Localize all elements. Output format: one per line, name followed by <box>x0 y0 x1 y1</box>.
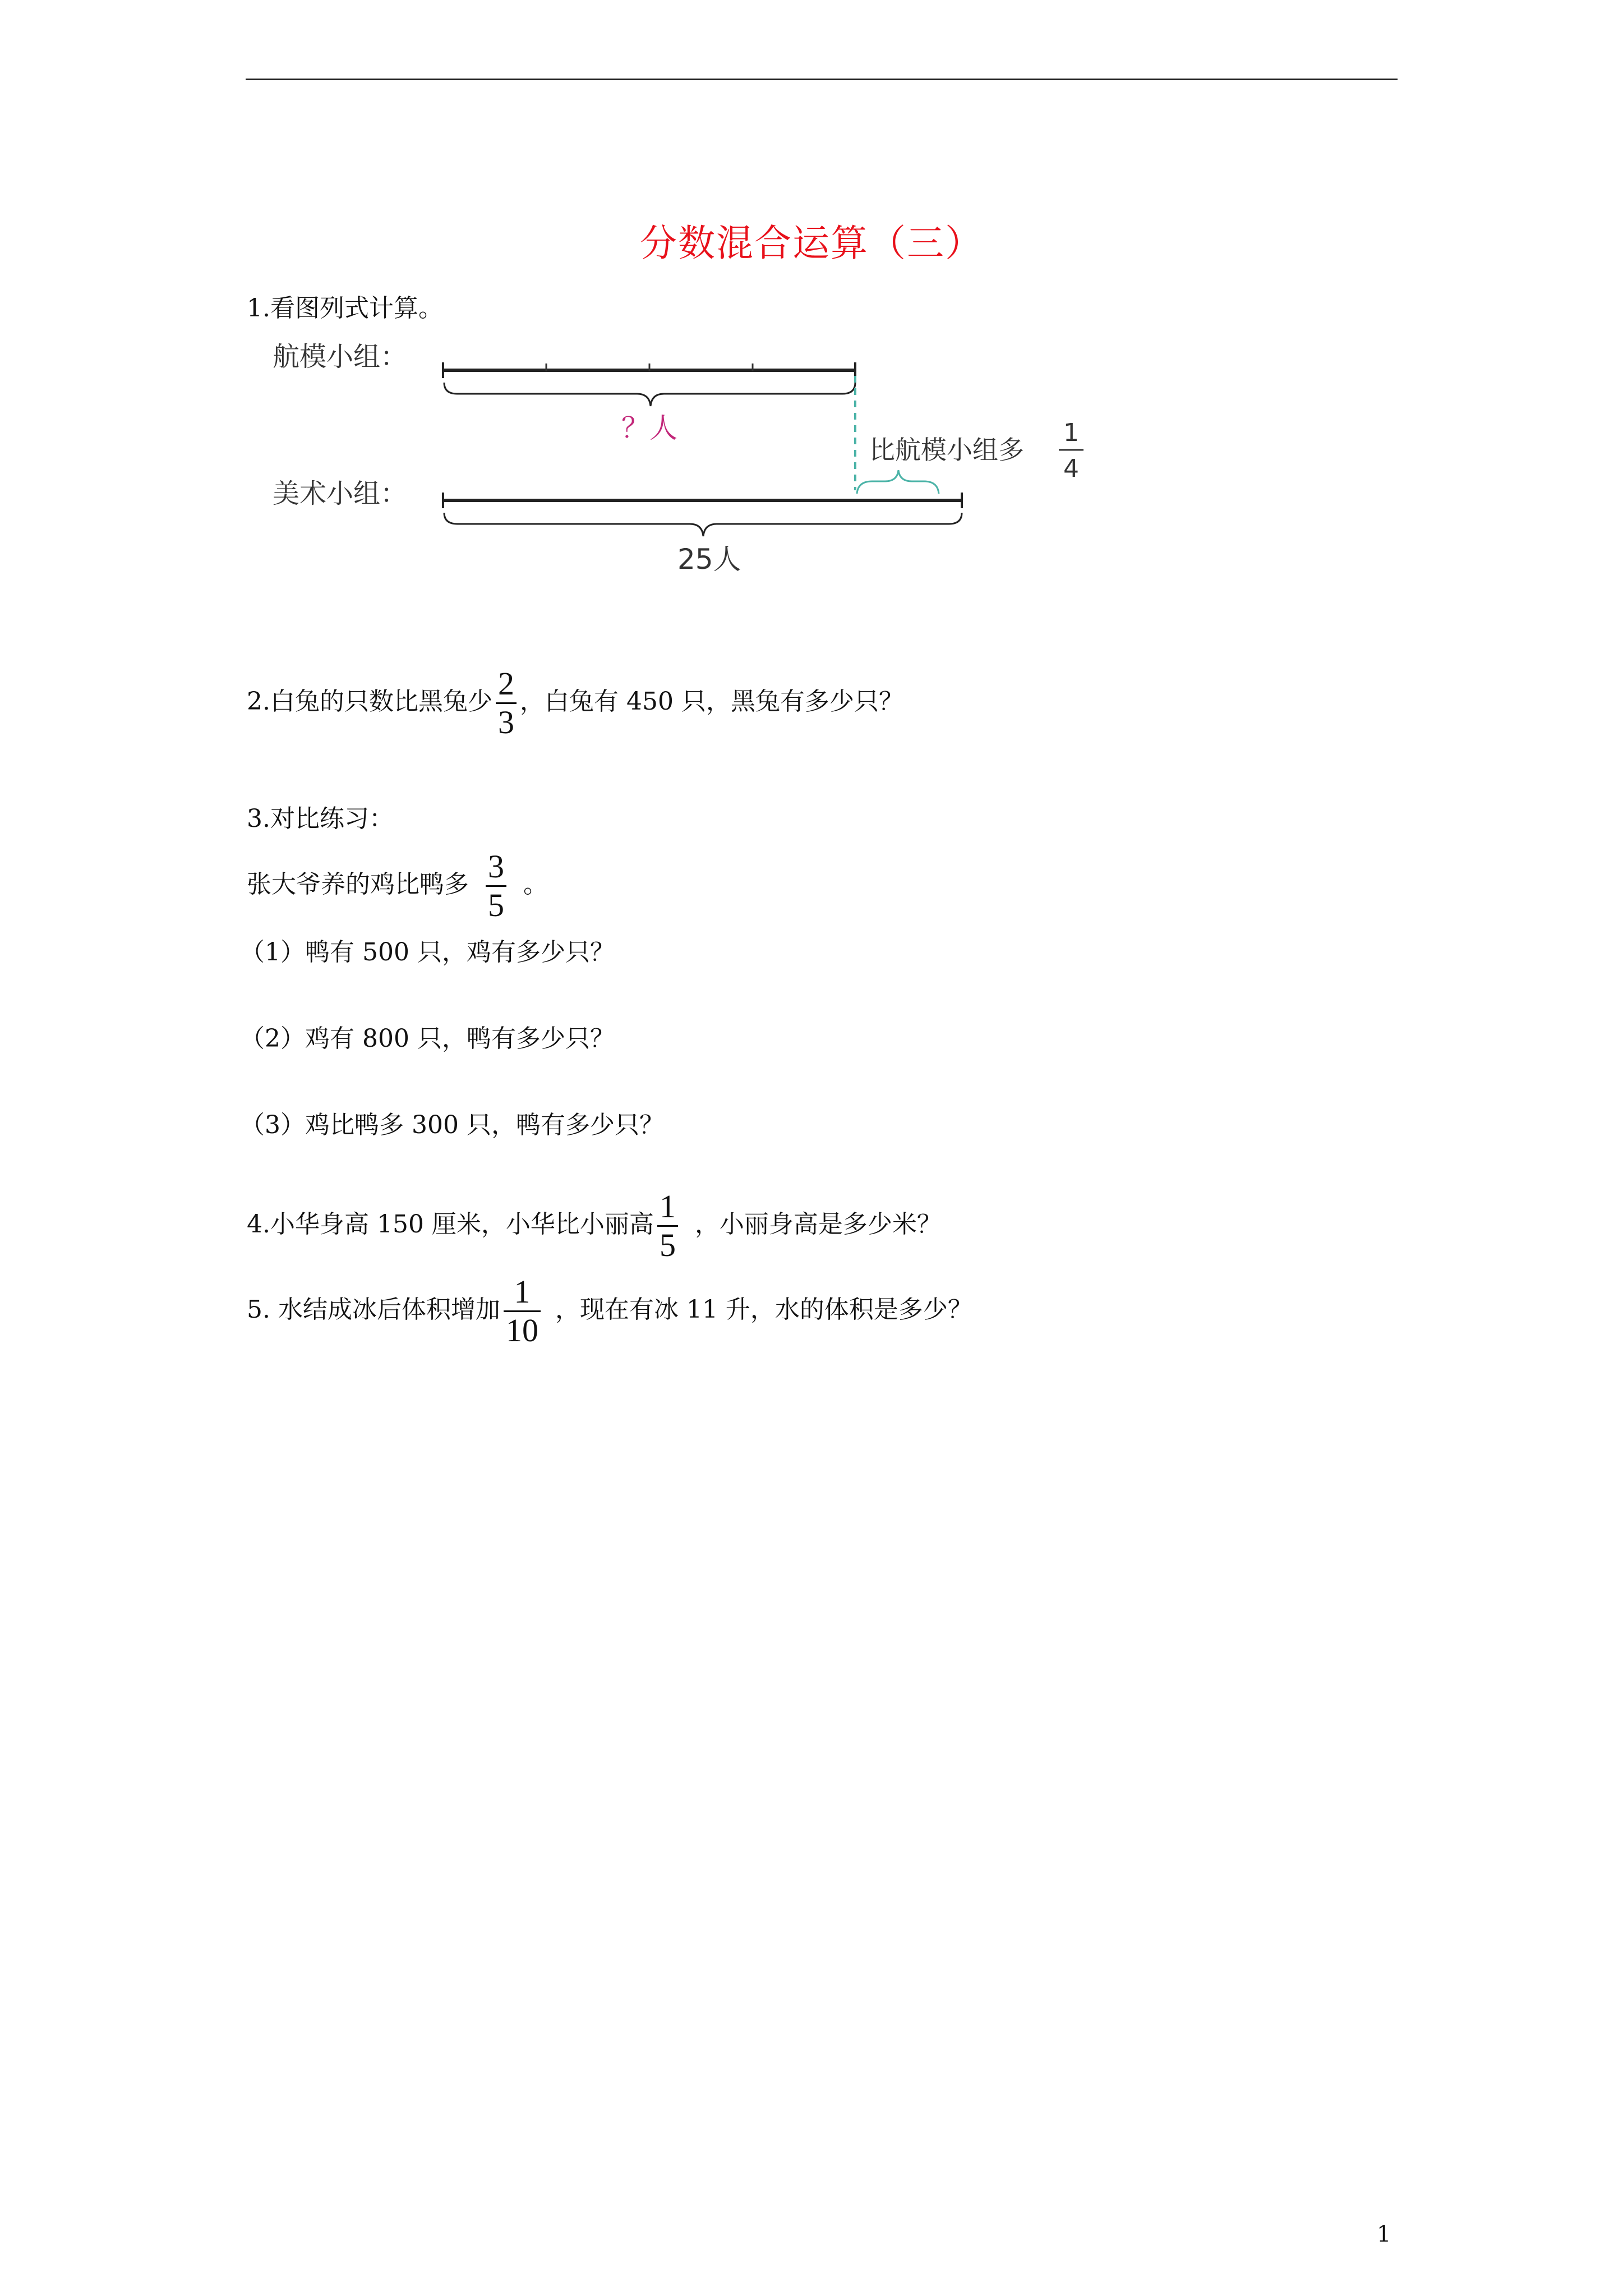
unknown-label: ？人 <box>621 412 677 444</box>
question-3-item-1: （1）鸭有 500 只，鸡有多少只？ <box>240 938 615 967</box>
question-5-text-after: ，现在有冰 11 升，水的体积是多少？ <box>555 1295 972 1324</box>
question-5-numerator: 1 <box>514 1273 531 1310</box>
question-4 <box>247 1188 942 1264</box>
question-5-fraction <box>504 1273 541 1349</box>
question-3-denominator: 5 <box>488 887 504 923</box>
question-5 <box>247 1273 972 1349</box>
question-3-stem-after: 。 <box>523 870 548 899</box>
compare-label: 比航模小组多 <box>869 435 1024 465</box>
question-1: 1.看图列式计算。 <box>247 294 443 323</box>
compare-fraction-numerator: 1 <box>1063 418 1079 447</box>
question-4-denominator: 5 <box>659 1227 676 1263</box>
question-3-item-3: （3）鸡比鸭多 300 只，鸭有多少只？ <box>240 1111 664 1139</box>
question-4-text-after: ，小丽身高是多少米？ <box>694 1210 942 1239</box>
question-2-text-before: 2.白兔的只数比黑兔少 <box>247 687 492 716</box>
art-brace <box>444 513 962 536</box>
question-2-denominator: 3 <box>497 704 514 740</box>
question-2 <box>247 665 903 741</box>
label-aviation-group: 航模小组： <box>273 341 408 372</box>
question-2-text-after: ，白兔有 450 只，黑兔有多少只？ <box>519 687 903 716</box>
question-3-numerator: 3 <box>488 848 504 885</box>
question-3-item-2: （2）鸡有 800 只，鸭有多少只？ <box>240 1024 615 1053</box>
aviation-brace <box>444 383 855 406</box>
page-number: 1 <box>1377 2221 1391 2247</box>
question-3-stem <box>247 848 548 924</box>
question-3-heading: 3.对比练习： <box>247 804 394 833</box>
page-title: 分数混合运算（三） <box>640 222 983 265</box>
question-5-text-before: 5. 水结成冰后体积增加 <box>247 1295 500 1324</box>
total-label: 25人 <box>677 543 741 576</box>
question-2-numerator: 2 <box>497 665 514 702</box>
extra-brace <box>857 470 939 494</box>
question-4-numerator: 1 <box>659 1188 676 1225</box>
question-4-fraction <box>657 1188 678 1264</box>
line-segment-diagram <box>264 331 1138 589</box>
question-5-denominator: 10 <box>505 1312 538 1349</box>
compare-fraction-denominator: 4 <box>1063 454 1079 483</box>
question-3-fraction <box>486 848 506 924</box>
question-2-fraction <box>496 665 517 741</box>
label-art-group: 美术小组： <box>273 478 408 509</box>
question-4-text-before: 4.小华身高 150 厘米，小华比小丽高 <box>247 1210 654 1239</box>
header-rule <box>246 79 1398 80</box>
question-3-stem-before: 张大爷养的鸡比鸭多 <box>247 870 469 899</box>
